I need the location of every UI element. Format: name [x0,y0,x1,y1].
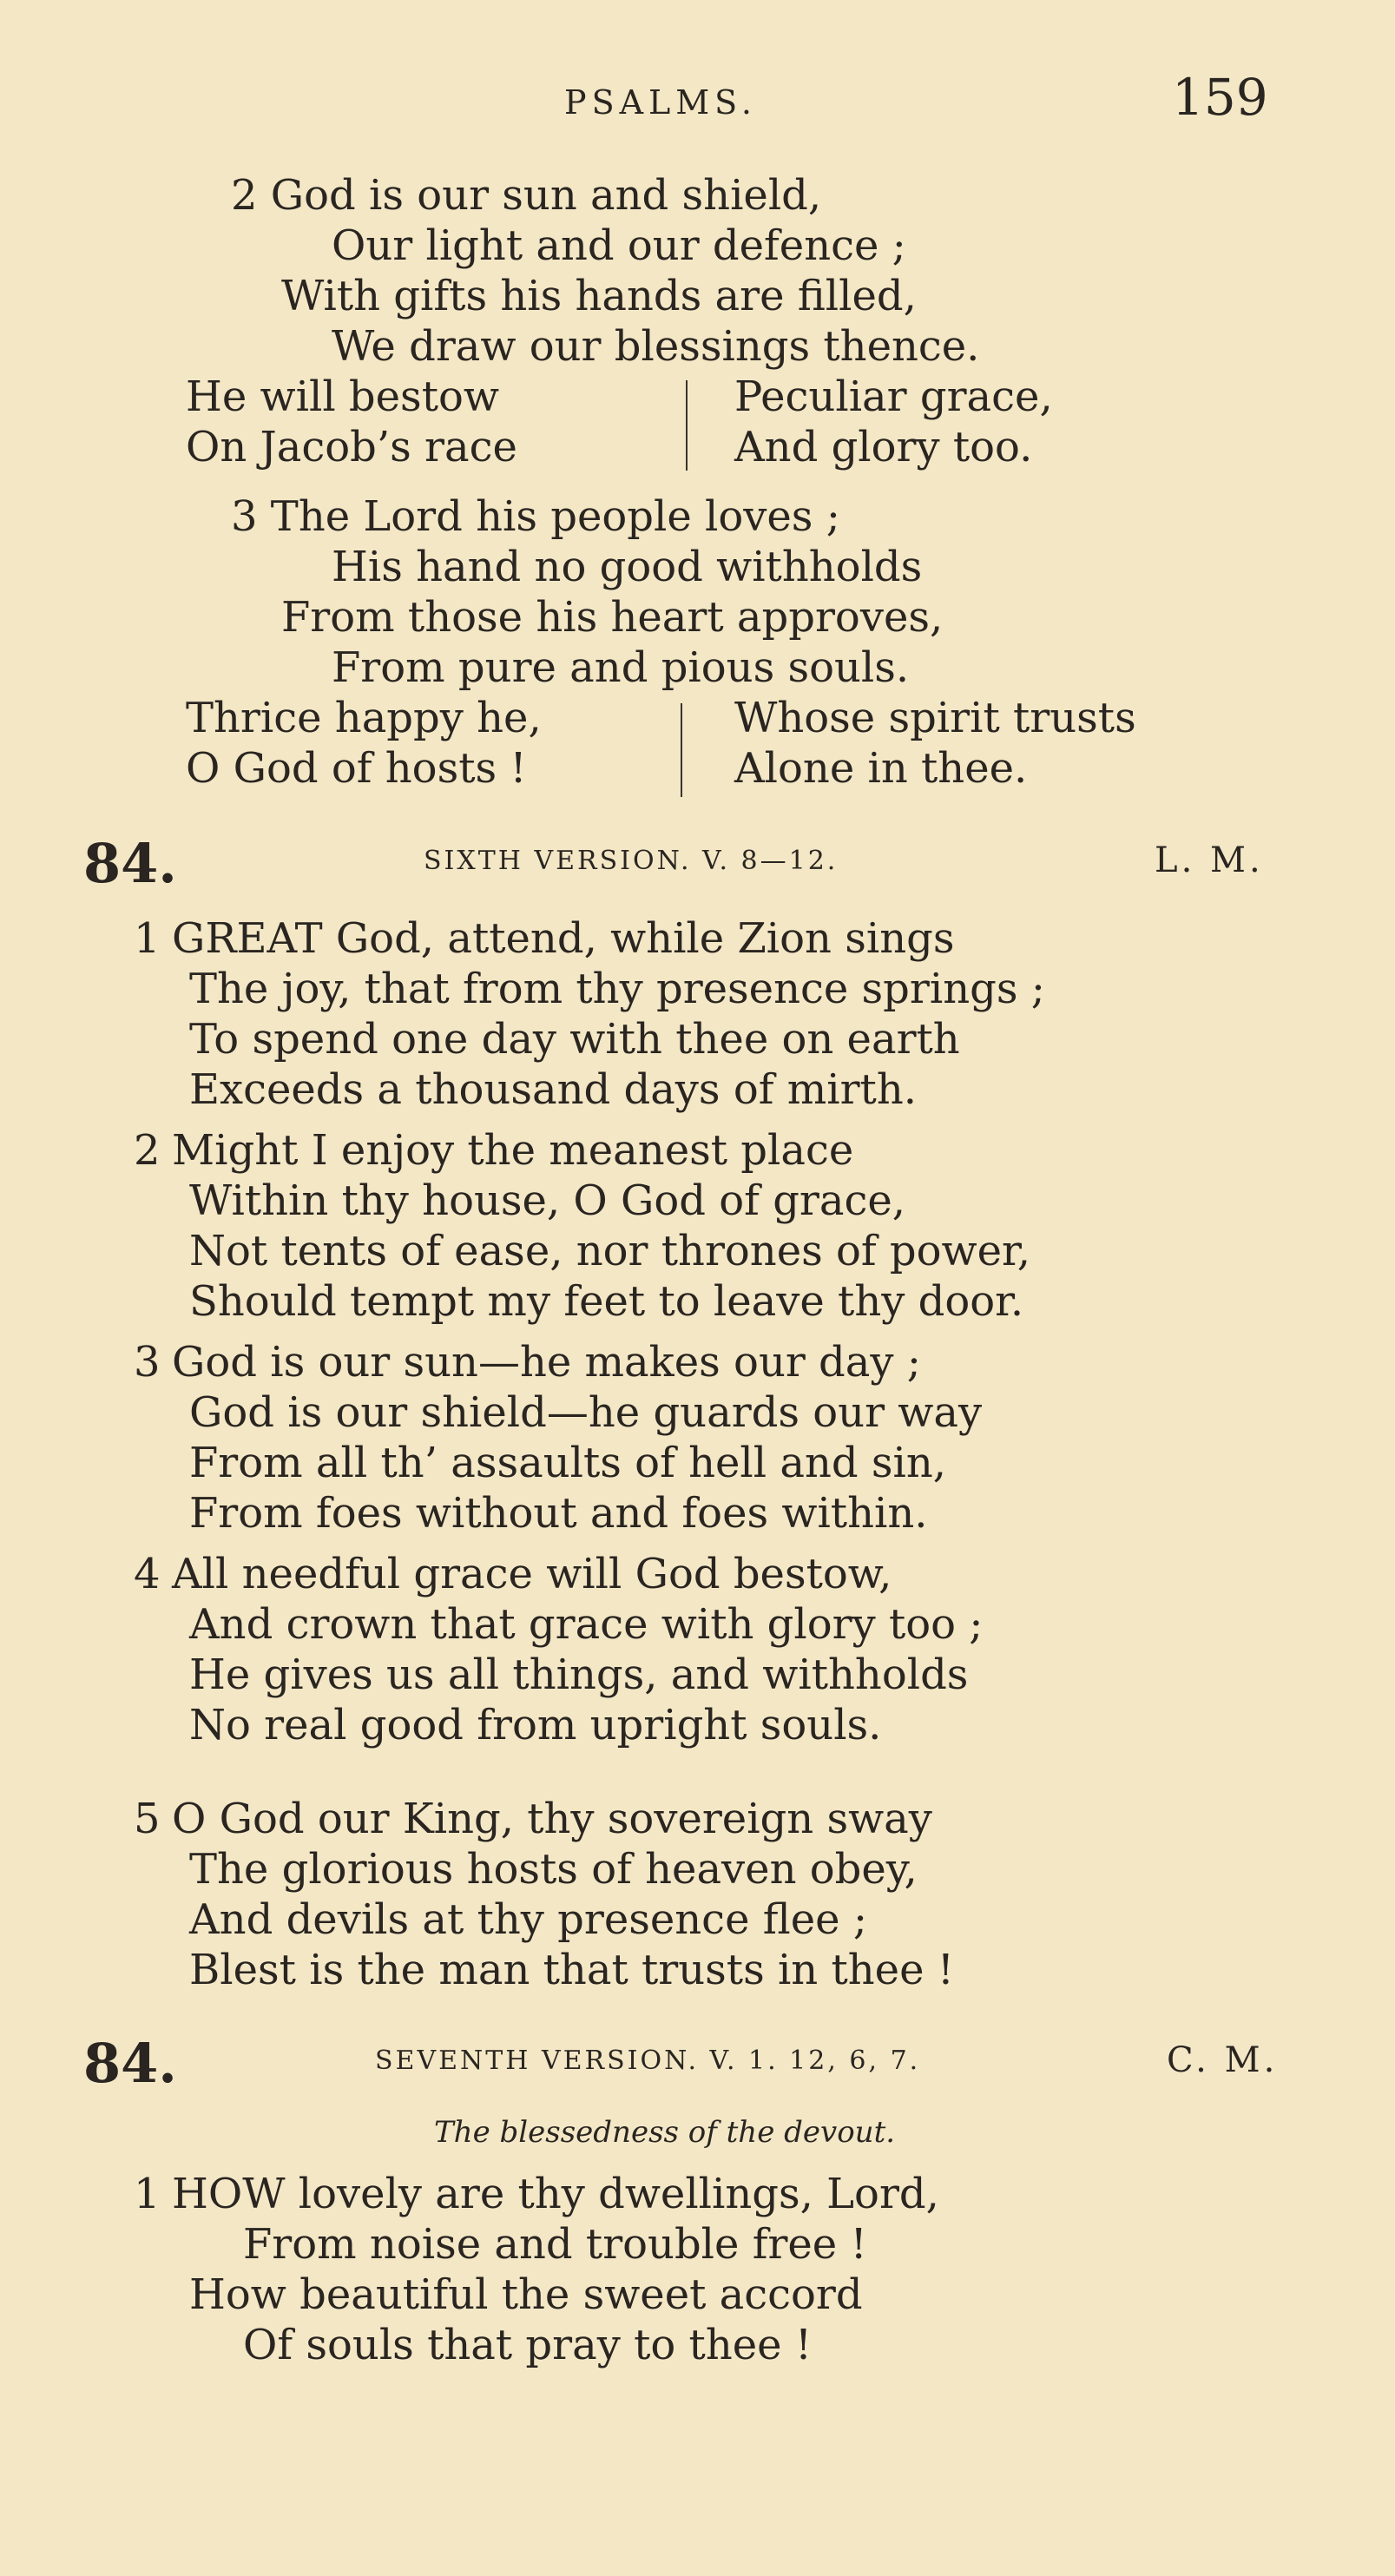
verse-line: And crown that grace with glory too ; [189,1600,984,1649]
psalm-sixth-stanza-4 [134,1549,983,1750]
verse-line: Our light and our defence ; [332,221,906,270]
verse-line: Not tents of ease, nor thrones of power, [189,1227,1030,1275]
verse-line: From pure and pious souls. [332,643,910,692]
verse-line: The joy, that from thy presence springs ; [189,965,1045,1013]
verse-line: From all th’ assaults of hell and sin, [189,1439,947,1487]
verse-line: No real good from upright souls. [189,1701,882,1749]
psalm-meter: C. M. [1167,2040,1279,2080]
split-right-column [734,372,1053,472]
verse-line: And glory too. [734,423,1033,471]
psalm-number: 84. [83,832,177,895]
verse-line: God is our sun—he makes our day ; [172,1338,921,1387]
verse-line: 2 God is our sun and shield, [231,171,822,220]
verse-line: He gives us all things, and withholds [189,1650,969,1699]
split-divider [686,380,688,471]
split-left-column [186,372,517,472]
prev-psalm-stanza-3-split [186,693,1184,797]
psalm-sixth-stanza-2 [134,1125,1030,1327]
psalm-sixth-stanza-1 [134,913,1045,1115]
verse-line: Of souls that pray to thee ! [243,2321,813,2369]
verse-line: O God of hosts ! [186,744,527,793]
split-divider [681,703,682,797]
verse-line: From those his heart approves, [281,593,944,642]
psalm-version: SIXTH VERSION. V. 8—12. [424,846,839,876]
stanza-number: 3 [134,1338,161,1387]
verse-line: His hand no good withholds [332,543,923,591]
psalm-seventh-stanza-1 [134,2169,939,2370]
stanza-number: 5 [134,1795,161,1843]
verse-line: From noise and trouble free ! [243,2220,867,2269]
verse-line: GREAT God, attend, while Zion sings [172,914,955,963]
verse-line: With gifts his hands are filled, [281,272,917,320]
psalm-meter: L. M. [1155,840,1264,880]
psalm-number: 84. [83,2032,177,2095]
running-header-title: PSALMS. [564,83,757,122]
verse-line: The glorious hosts of heaven obey, [189,1845,918,1894]
psalm-sixth-stanza-5 [134,1794,954,1995]
psalm-heading-seventh [0,2032,1395,2095]
verse-line: Thrice happy he, [186,694,542,742]
verse-line: Alone in thee. [734,744,1028,793]
verse-line: We draw our blessings thence. [332,322,980,371]
verse-line: How beautiful the sweet accord [189,2270,863,2319]
psalm-subtitle: The blessedness of the devout. [434,2115,896,2150]
verse-line: Exceeds a thousand days of mirth. [189,1065,918,1114]
verse-line: Might I enjoy the meanest place [172,1126,854,1175]
prev-psalm-stanza-2-split [186,372,1141,476]
verse-line: Within thy house, O God of grace, [189,1176,906,1225]
stanza-number: 2 [134,1126,161,1175]
stanza-number: 4 [134,1550,161,1598]
page-number: 159 [1172,68,1268,127]
psalm-heading-sixth [0,832,1395,893]
split-right-column [734,693,1136,794]
prev-psalm-stanza-3 [231,491,943,693]
verse-line: On Jacob’s race [186,423,517,471]
prev-psalm-stanza-2 [231,170,979,372]
stanza-number: 1 [134,914,161,963]
verse-line: 3 The Lord his people loves ; [231,492,840,541]
verse-line: All needful grace will God bestow, [172,1550,892,1598]
verse-line: To spend one day with thee on earth [189,1015,960,1064]
verse-line: And devils at thy presence flee ; [189,1895,867,1944]
stanza-number: 1 [134,2170,161,2218]
verse-line: O God our King, thy sovereign sway [172,1795,932,1843]
psalm-sixth-stanza-3 [134,1337,982,1538]
verse-line: Peculiar grace, [734,372,1053,421]
verse-line: HOW lovely are thy dwellings, Lord, [172,2170,939,2218]
verse-line: Blest is the man that trusts in thee ! [189,1946,955,1994]
verse-line: Should tempt my feet to leave thy door. [189,1277,1024,1326]
verse-line: God is our shield—he guards our way [189,1388,983,1437]
verse-line: He will bestow [186,372,499,421]
split-left-column [186,693,542,794]
psalm-version: SEVENTH VERSION. V. 1. 12, 6, 7. [375,2046,921,2076]
verse-line: From foes without and foes within. [189,1489,928,1538]
verse-line: Whose spirit trusts [734,694,1136,742]
